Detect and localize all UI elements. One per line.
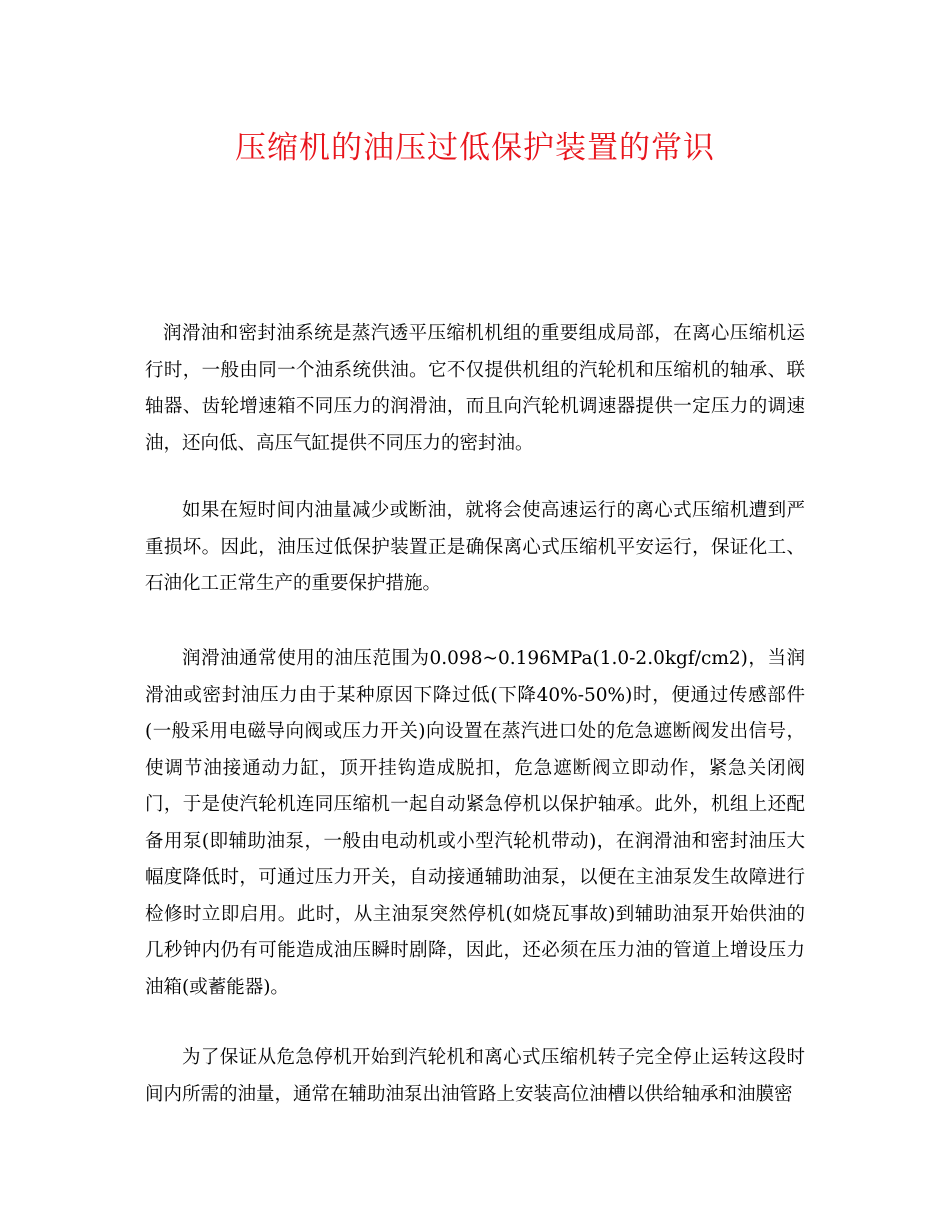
paragraph-oil-pressure-range: 润滑油通常使用的油压范围为0.098~0.196MPa(1.0-2.0kgf/cm2)，当润滑油或密封油压力由于某种原因下降过低(下降40%-50%)时，便通过传感部件(一般采用电磁导向阀或压力开关)向设置在蒸汽进口处的危急遮断阀发出信号，使调节油接通动力缸，顶开挂钩造成脱扣，危急遮断阀立即动作，紧急关闭阀门，于是使汽轮机连同压缩机一起自动紧急停机以保护轴承。此外，机组上还配备用泵(即辅助油泵，一般由电动机或小型汽轮机带动)，在润滑油和密封油压大幅度降低时，可通过压力开关，自动接通辅助油泵，以便在主油泵发生故障进行检修时立即启用。此时，从主油泵突然停机(如烧瓦事故)到辅助油泵开始供油的几秒钟内仍有可能造成油压瞬时剧降，因此，还必须在压力油的管道上增设压力油箱(或蓄能器)。 <box>145 648 805 998</box>
paragraph-high-level-tank: 为了保证从危急停机开始到汽轮机和离心式压缩机转子完全停止运转这段时间内所需的油量，通常在辅助油泵出油管路上安装高位油槽以供给轴承和油膜密 <box>145 1047 805 1105</box>
paragraph-lubrication-system: 润滑油和密封油系统是蒸汽透平压缩机机组的重要组成局部，在离心压缩机运行时，一般由同一个油系统供油。它不仅提供机组的汽轮机和压缩机的轴承、联轴器、齿轮增速箱不同压力的润滑油，而且向汽轮机调速器提供一定压力的调速油，还向低、高压气缸提供不同压力的密封油。 <box>145 323 805 454</box>
paragraph-oil-loss-risk: 如果在短时间内油量减少或断油，就将会使高速运行的离心式压缩机遭到严重损坏。因此，油压过低保护装置正是确保离心式压缩机平安运行，保证化工、石油化工正常生产的重要保护措施。 <box>145 500 805 594</box>
document-title: 压缩机的油压过低保护装置的常识 <box>235 130 715 166</box>
